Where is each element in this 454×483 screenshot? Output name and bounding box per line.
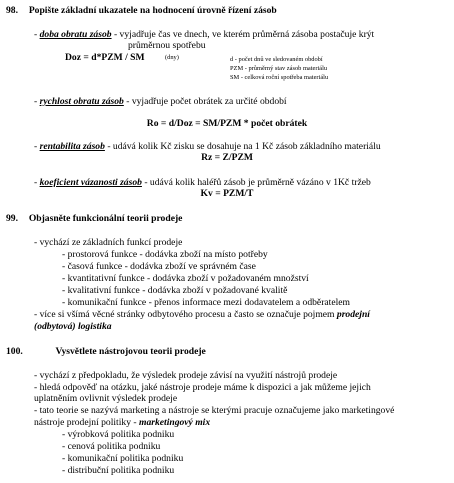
rychlost-formula: Ro = d/Doz = SM/PZM * počet obrátek [146, 118, 308, 129]
koeficient-formula: Kv = PZM/T [200, 188, 254, 199]
q99-last-text: - více si všímá věcné stránky odbytového procesu a často se označuje pojmem [34, 309, 337, 320]
doba-obratu-desc-2: průměrnou spotřebu [128, 40, 206, 51]
q100-item-2: - cenová politika podniku [62, 441, 161, 452]
koeficient-line [34, 177, 371, 188]
q99-item-2: - časová funkce - dodávka zboží ve správném čase [62, 261, 256, 272]
doba-legend-1: d - počet dnů ve sledovaném období [230, 56, 323, 63]
bullet-dash: - [34, 96, 40, 107]
q98-heading [6, 5, 277, 16]
q100-line-4: - tato teorie se nazývá marketing a nástroje se kterými pracuje označujeme jako marketingové [34, 405, 395, 416]
q100-mix-text: nástroje prodejní politiky - [34, 417, 139, 428]
q99-item-1: - prostorová funkce - dodávka zboží na místo potřeby [62, 249, 268, 260]
bullet-dash: - [34, 141, 40, 152]
q98-number: 98. [6, 5, 18, 16]
doba-legend-2: PZM - průměrný stav zásob materiálu [230, 65, 328, 72]
doba-obratu-unit: (dny) [165, 54, 179, 61]
q99-last-em: prodejní [336, 309, 370, 320]
koeficient-term: koeficient vázanosti zásob [39, 177, 142, 188]
q99-item-4: - kvalitativní funkce - dodávka zboží v požadované kvalitě [62, 285, 288, 296]
q99-number: 99. [6, 213, 18, 224]
doba-obratu-term: doba obratu zásob [39, 29, 112, 40]
q100-item-1: - výrobková politika podniku [62, 429, 175, 440]
doba-obratu-line [34, 29, 374, 40]
doba-legend-3: SM - celková roční spotřeba materiálu [230, 74, 329, 81]
rychlost-line [34, 96, 287, 107]
q100-line-1: - vychází z předpokladu, že výsledek prodeje závisí na využití nástrojů prodeje [34, 370, 338, 381]
q99-heading [6, 213, 182, 224]
rychlost-term: rychlost obratu zásob [39, 96, 124, 107]
q99-last-line-1 [34, 309, 370, 320]
q98-title: Popište základní ukazatele na hodnocení úrovně řízení zásob [28, 5, 277, 16]
bullet-dash: - [34, 29, 40, 40]
rentabilita-line [34, 141, 381, 152]
rychlost-desc: - vyjadřuje počet obrátek za určité období [126, 96, 287, 107]
q100-mix-em: marketingový mix [138, 417, 211, 428]
rentabilita-desc: - udává kolik Kč zisku se dosahuje na 1 Kč zásob základního materiálu [107, 141, 381, 152]
q99-title: Objasněte funkcionální teorii prodeje [28, 213, 183, 224]
q100-line-3: uplatněním ovlivnit výsledek prodeje [34, 393, 178, 404]
doba-obratu-formula: Doz = d*PZM / SM [65, 52, 145, 63]
q100-item-4: - distribuční politika podniku [62, 465, 175, 476]
bullet-dash: - [34, 177, 40, 188]
q99-last-line-2: (odbytová) logistika [34, 321, 112, 332]
q100-number: 100. [6, 346, 23, 357]
q99-item-5: - komunikační funkce - přenos informace mezi dodavatelem a odběratelem [62, 297, 350, 308]
q99-item-3: - kvantitativní funkce - dodávka zboží v požadovaném množství [62, 273, 309, 284]
rentabilita-term: rentabilita zásob [39, 141, 105, 152]
q100-item-3: - komunikační politika podniku [62, 453, 184, 464]
rentabilita-formula: Rz = Z/PZM [201, 152, 253, 163]
q100-line-2: - hledá odpověď na otázku, jaké nástroje prodeje máme k dispozici a jak můžeme jejich [34, 382, 371, 393]
q100-mix-line [34, 417, 210, 428]
q100-heading [6, 346, 206, 357]
koeficient-desc: - udává kolik haléřů zásob je průměrně vázáno v 1Kč tržeb [144, 177, 371, 188]
doba-obratu-desc: - vyjadřuje čas ve dnech, ve kterém průměrná zásoba postačuje krýt [113, 29, 375, 40]
q99-intro: - vychází ze základních funkcí prodeje [34, 237, 183, 248]
q100-title: Vysvětlete nástrojovou teorii prodeje [55, 346, 206, 357]
